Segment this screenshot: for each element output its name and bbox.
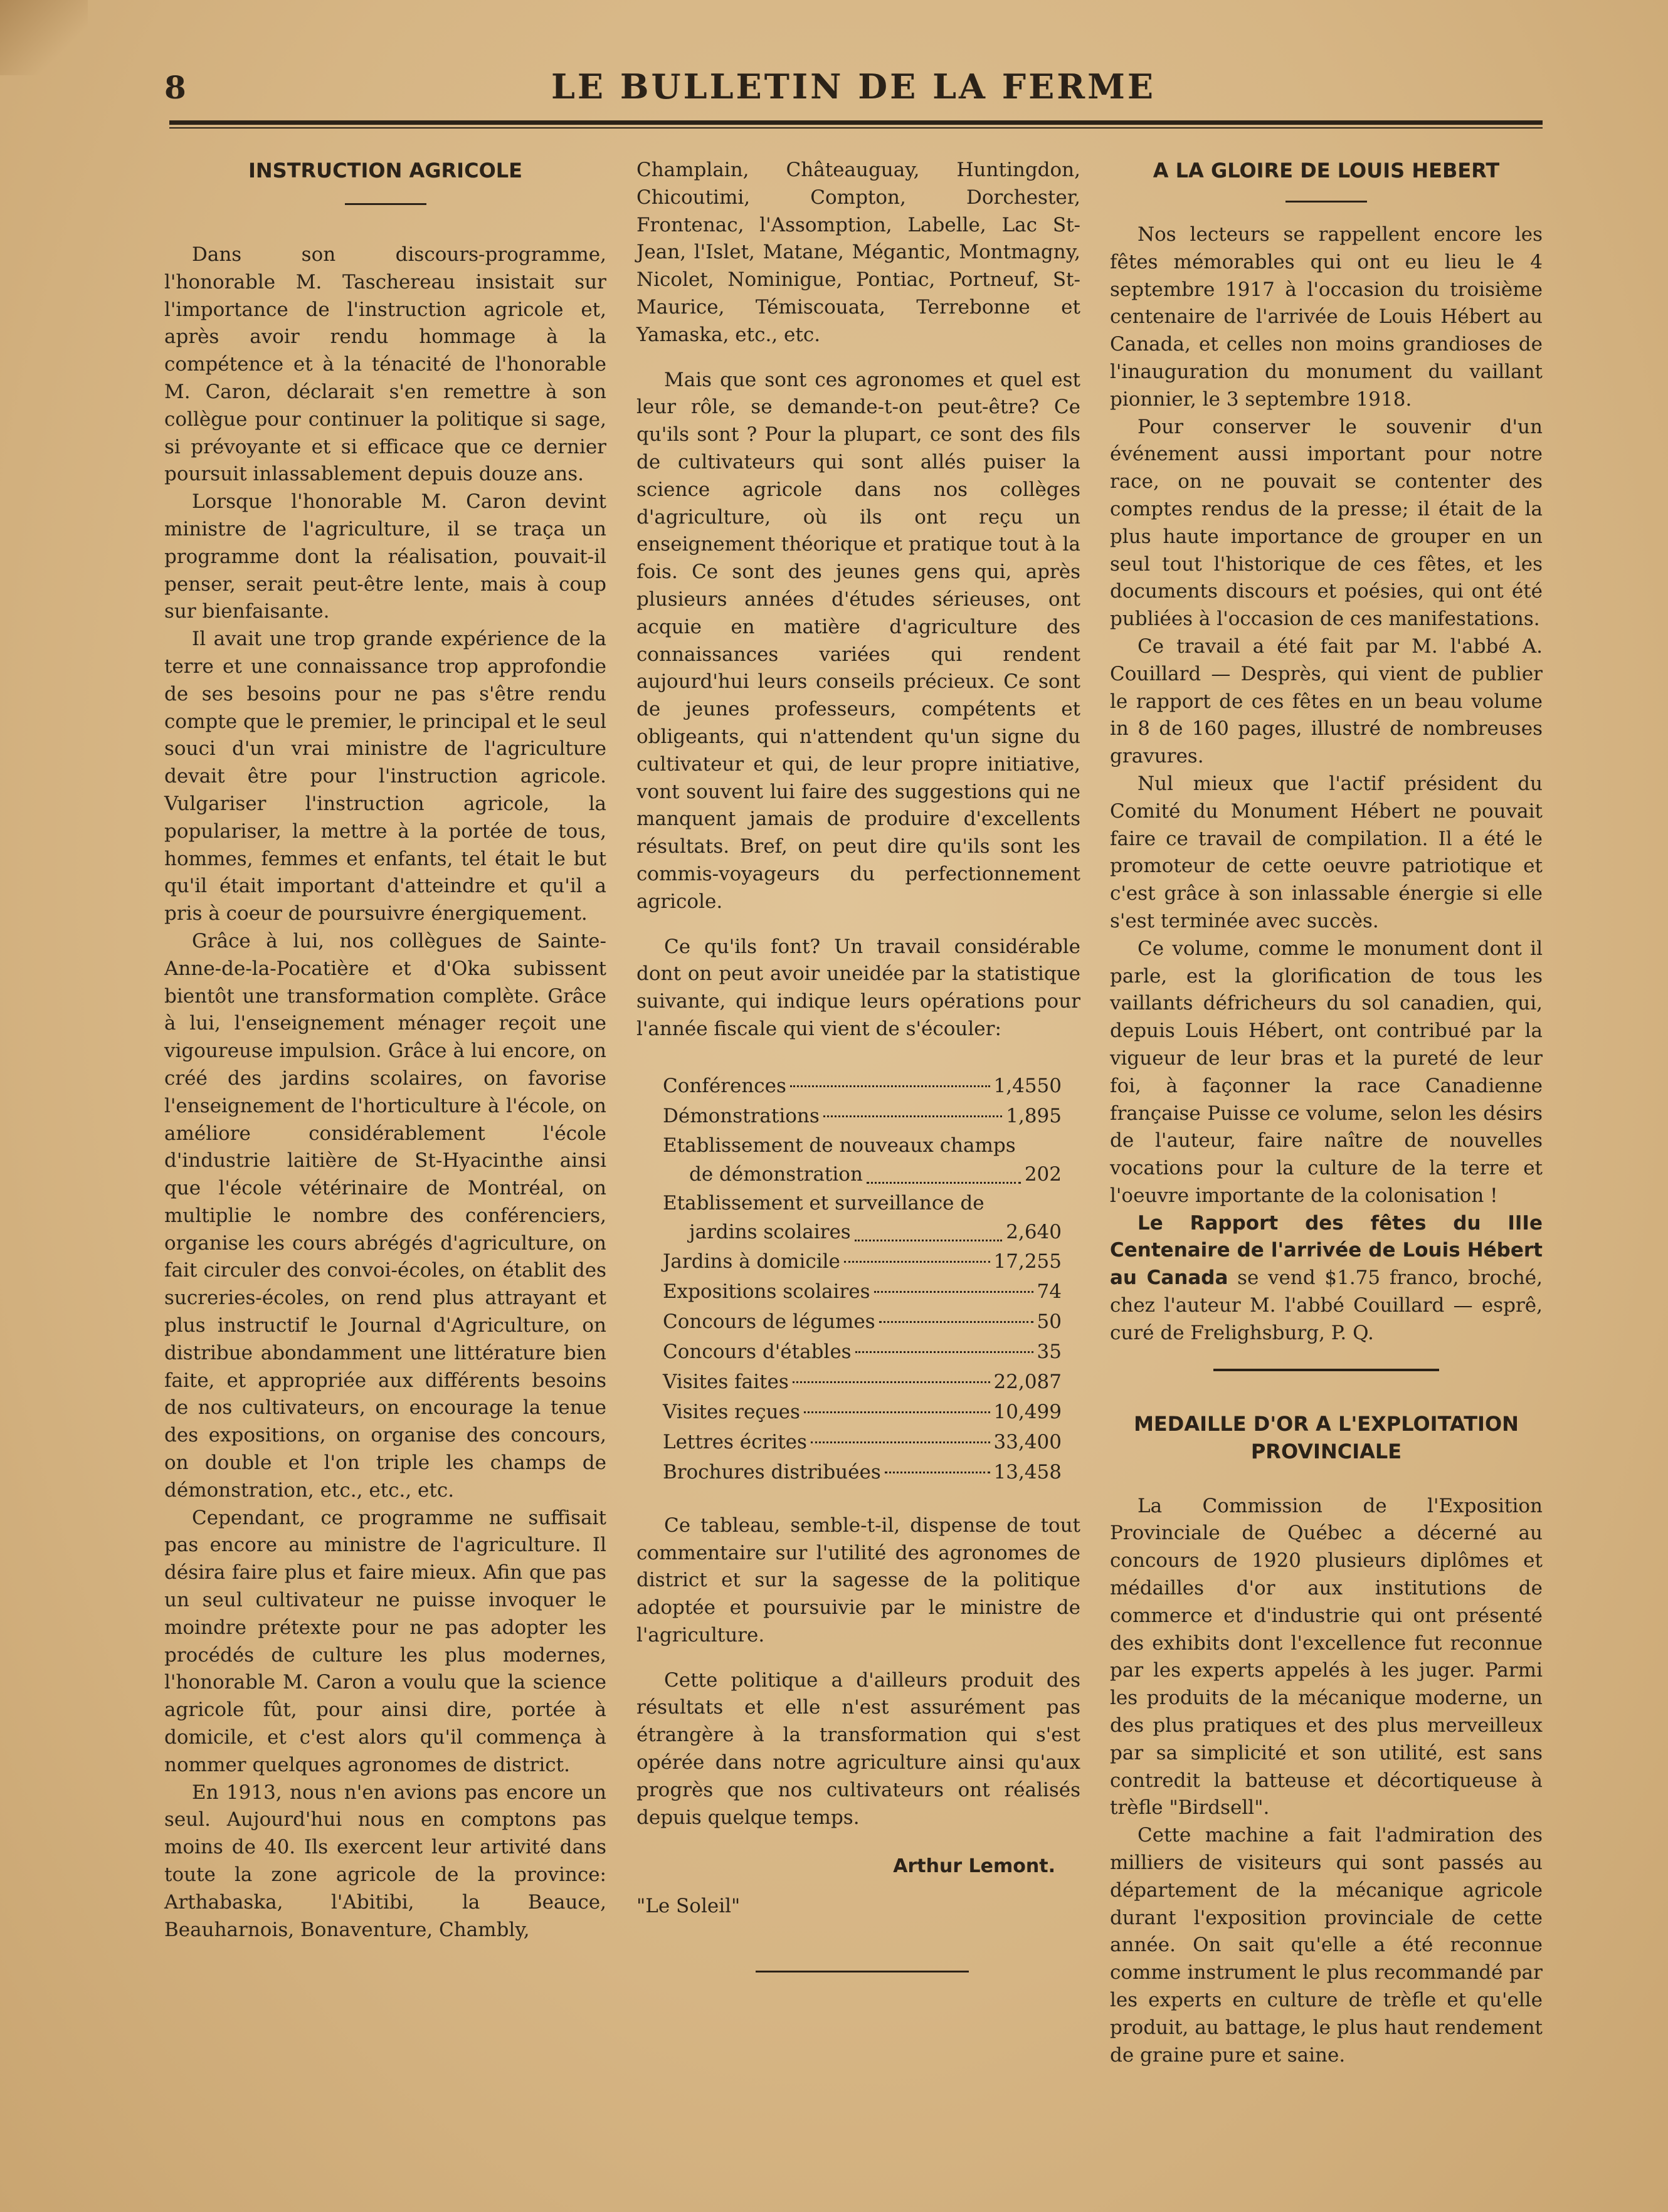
stat-label: Conférences [663,1074,786,1097]
stat-label: Etablissement de nouveaux champs [663,1134,1016,1157]
article-heading-medaille: MEDAILLE D'OR A L'EXPLOITATION PROVINCIALE [1134,1411,1519,1463]
stat-value: 13,458 [993,1460,1062,1483]
heading-divider [1285,201,1367,203]
stat-row [663,1457,1062,1487]
header-rule-thick [169,120,1543,125]
article-heading-instruction: INSTRUCTION AGRICOLE [248,159,523,182]
paragraph: Ce travail a été fait par M. l'abbé A. Couillard — Desprès, qui vient de publier le rapport de ces fêtes en un beau volume in 8 de 160 pages, illustré de nombreuses gravures. [1110,635,1543,768]
price-text: se vend $1.75 franco, broché, chez l'auteur M. l'abbé Couillard — esprê, curé de Frelighsburg, P. Q. [1110,1267,1543,1344]
stat-label-cont: de démonstration [689,1162,863,1186]
stat-value: 50 [1037,1310,1062,1333]
stat-label: Concours de légumes [663,1310,875,1333]
paragraph: Lorsque l'honorable M. Caron devint ministre de l'agriculture, il se traça un programme dont la réalisation, pouvait-il penser, serait peut-être lente, mais à coup sur bienfaisante. [164,490,606,623]
paragraph: Ce tableau, semble-t-il, dispense de tout commentaire sur l'utilité des agronomes de district et sur la sagesse de la politique adoptée et poursuivie par le ministre de l'agriculture. [636,1514,1080,1646]
paragraph: Ce volume, comme le monument dont il parle, est la glorification de tous les vaillants défricheurs du sol canadien, qui, depuis Louis Hébert, ont contribué par la vigueur de leur bras et la pureté de leur foi, à façonner la race Canadienne française Puisse ce volume, selon les désirs de l'auteur, faire naître de nouvelles vocations pour la culture de la terre et l'oeuvre importante de la colonisation ! [1110,937,1543,1207]
article-heading-louis-hebert: A LA GLOIRE DE LOUIS HEBERT [1153,159,1500,182]
stat-value: 35 [1037,1340,1062,1363]
stat-value: 10,499 [993,1400,1062,1423]
header-rule-thin [169,127,1543,129]
source-credit: "Le Soleil" [636,1895,741,1918]
stat-label: Jardins à domicile [663,1250,840,1273]
stat-label: Expositions scolaires [663,1280,870,1303]
statistics-table [663,1071,1062,1487]
paragraph: Nul mieux que l'actif président du Comité du Monument Hébert ne pouvait faire ce travail de compilation. Il a été le promoteur de cette oeuvre patriotique et c'est grâce à son inlassable énergie si elle s'est terminée avec succès. [1110,772,1543,932]
stat-label: Visites reçues [663,1400,800,1423]
paragraph: Il avait une trop grande expérience de la terre et une connaissance trop approfondie de ses besoins pour ne pas s'être rendu compte que le premier, le principal et le seul souci d'un vrai ministre de l'agriculture devait être pour l'instruction agricole. Vulgariser l'instruction agricole, la populariser, la mettre à la portée de tous, hommes, femmes et enfants, tel était le but qu'il était important d'atteindre et qu'il a pris à coeur de poursuivre énergiquement. [164,628,606,925]
stat-row [663,1427,1062,1457]
section-divider [1213,1369,1439,1371]
author-signature: Arthur Lemont. [893,1855,1055,1878]
stat-label: Concours d'étables [663,1340,852,1363]
paragraph: Mais que sont ces agronomes et quel est leur rôle, se demande-t-on peut-être? Ce qu'ils sont ? Pour la plupart, ce sont des fils de cultivateurs qui sont allés puiser la science agricole dans nos collèges d'agriculture, où ils ont reçu un enseignement théorique et pratique tout à la fois. Ce sont des jeunes gens qui, après plusieurs années d'études sérieuses, ont acquie en matière d'agriculture des connaissances variées qui rendent aujourd'hui leurs conseils précieux. Ce sont de jeunes professeurs, compétents et obligeants, qui n'attendent qu'un signe du cultivateur et qui, de leur propre initiative, vont souvent lui faire des suggestions qui ne manquent jamais de produire d'excellents résultats. Bref, on peut dire qu'ils sont les commis-voyageurs du perfectionnement agricole. [636,368,1080,913]
paragraph: Champlain, Châteauguay, Huntingdon, Chicoutimi, Compton, Dorchester, Frontenac, l'Assomption, Labelle, Lac St-Jean, l'Islet, Matane, Mégantic, Montmagny, Nicolet, Nominigue, Pontiac, Portneuf, St-Maurice, Témiscouata, Terrebonne et Yamaska, etc., etc. [636,159,1080,346]
stat-row [663,1337,1062,1367]
stat-label-cont: jardins scolaires [689,1220,851,1243]
paragraph: Ce qu'ils font? Un travail considérable dont on peut avoir uneidée par la statistique suivante, qui indique leurs opérations pour l'année fiscale qui vient de s'écouler: [636,935,1080,1040]
stat-value: 22,087 [993,1370,1062,1393]
stat-value: 2,640 [1006,1220,1062,1243]
stat-label: Visites faites [663,1370,789,1393]
book-title: Le Rapport des fêtes du IIIe Centenaire de l'arrivée de Louis Hébert au Canada [1110,1211,1543,1290]
paragraph: Cependant, ce programme ne suffisait pas encore au ministre de l'agriculture. Il désira faire plus et faire mieux. Afin que pas un seul cultivateur ne puisse invoquer le moindre prétexte pour ne pas adopter les procédés de culture les plus modernes, l'honorable M. Caron a voulu que la science agricole fût, pour ainsi dire, portée à domicile, et c'est alors qu'il commença à nommer quelques agronomes de district. [164,1506,606,1776]
paragraph: Grâce à lui, nos collègues de Sainte-Anne-de-la-Pocatière et d'Oka subissent bientôt une transformation complète. Grâce à lui, l'enseignement ménager reçoit une vigoureuse impulsion. Grâce à lui encore, on créé des jardins scolaires, on favorise l'enseignement de l'horticulture à l'école, on améliore considérablement l'école d'industrie laitière de St-Hyacinthe ainsi que l'école vétérinaire de Montréal, on multiplie le nombre des conférenciers, organise les cours abrégés d'agriculture, on fait circuler des convoi-écoles, on établit des sucreries-écoles, on rend plus attrayant et plus instructif le Journal d'Agriculture, on distribue abondamment une littérature bien faite, et appropriée aux différents besoins de nos cultivateurs, on encourage la tenue des expositions, on organise des concours, on double et l'on triple les champs de démonstration, etc., etc., etc. [164,929,606,1502]
paragraph: Dans son discours-programme, l'honorable M. Taschereau insistait sur l'importance de l'instruction agricole et, après avoir rendu hommage à la compétence et à la ténacité de l'honorable M. Caron, déclarait s'en remettre à son collègue pour continuer la politique si sage, si prévoyante et si efficace que ce dernier poursuit inlassablement depuis douze ans. [164,243,606,486]
stat-label: Etablissement et surveillance de [663,1191,984,1214]
newspaper-title: LE BULLETIN DE LA FERME [551,66,1156,107]
column-1 [164,157,606,1944]
stat-label: Lettres écrites [663,1430,807,1453]
stat-row [663,1397,1062,1427]
paragraph: En 1913, nous n'en avions pas encore un seul. Aujourd'hui nous en comptons pas moins de 40. Ils exercent leur artivité dans toute la zone agricole de la province: Arthabaska, l'Abitibi, la Beauce, Beauharnois, Bonaventure, Chambly, [164,1781,606,1941]
article-end-rule [756,1971,969,1972]
stat-value: 74 [1037,1280,1062,1303]
page-header [164,58,1543,108]
stat-row [663,1367,1062,1397]
stat-value: 202 [1024,1162,1062,1186]
paragraph: Nos lecteurs se rappellent encore les fêtes mémorables qui ont eu lieu le 4 septembre 1917 à l'occasion du troisième centenaire de l'arrivée de Louis Hébert au Canada, et celles non moins grandioses de l'inauguration du monument du vaillant pionnier, le 3 septembre 1918. [1110,223,1543,411]
stat-value: 17,255 [993,1250,1062,1273]
stat-value: 33,400 [993,1430,1062,1453]
page-corner-fold [0,0,88,75]
column-2 [636,157,1080,1972]
paragraph: Cette machine a fait l'admiration des milliers de visiteurs qui sont passés au département de la mécanique agricole durant l'exposition provinciale de cette année. On sait qu'elle a été reconnue comme instrument le plus recommandé par les experts en culture de trèfle et qu'elle produit, au battage, le plus haut rendement de graine pure et saine. [1110,1824,1543,2067]
paragraph: La Commission de l'Exposition Provinciale de Québec a décerné au concours de 1920 plusieurs diplômes et médailles d'or aux institutions de commerce et d'industrie qui ont présenté des exhibits dont l'excellence fut reconnue par les experts appelés à les juger. Parmi les produits de la mécanique moderne, un des plus pratiques et des plus merveilleux par sa simplicité et son utilité, est sans contredit la batteuse et décortiqueuse à trèfle "Birdsell". [1110,1494,1543,1820]
stat-row [663,1101,1062,1131]
column-3 [1110,157,1543,2069]
stat-label: Démonstrations [663,1104,820,1127]
heading-divider [345,203,426,205]
paragraph: Cette politique a d'ailleurs produit des résultats et elle n'est assurément pas étrangère à la transformation qui s'est opérée dans notre agriculture ainsi qu'aux progrès que nos cultivateurs ont réalisés depuis quelque temps. [636,1668,1080,1829]
stat-value: 1,4550 [993,1074,1062,1097]
paragraph: Pour conserver le souvenir d'un événement aussi important pour notre race, on ne pouvait se contenter des comptes rendus de la presse; il était de la plus haute importance de grouper en un seul tout l'historique de ces fêtes, et les documents discours et poésies, qui ont été publiées à l'occasion de ces manifestations. [1110,415,1543,631]
stat-value: 1,895 [1006,1104,1062,1127]
stat-label: Brochures distribuées [663,1460,881,1483]
paragraph-advert [1110,1210,1543,1347]
stat-row [663,1189,1062,1246]
stat-row [663,1307,1062,1337]
page-number: 8 [164,69,186,106]
stat-row [663,1071,1062,1101]
stat-row [663,1246,1062,1277]
stat-row [663,1277,1062,1307]
stat-row [663,1131,1062,1189]
